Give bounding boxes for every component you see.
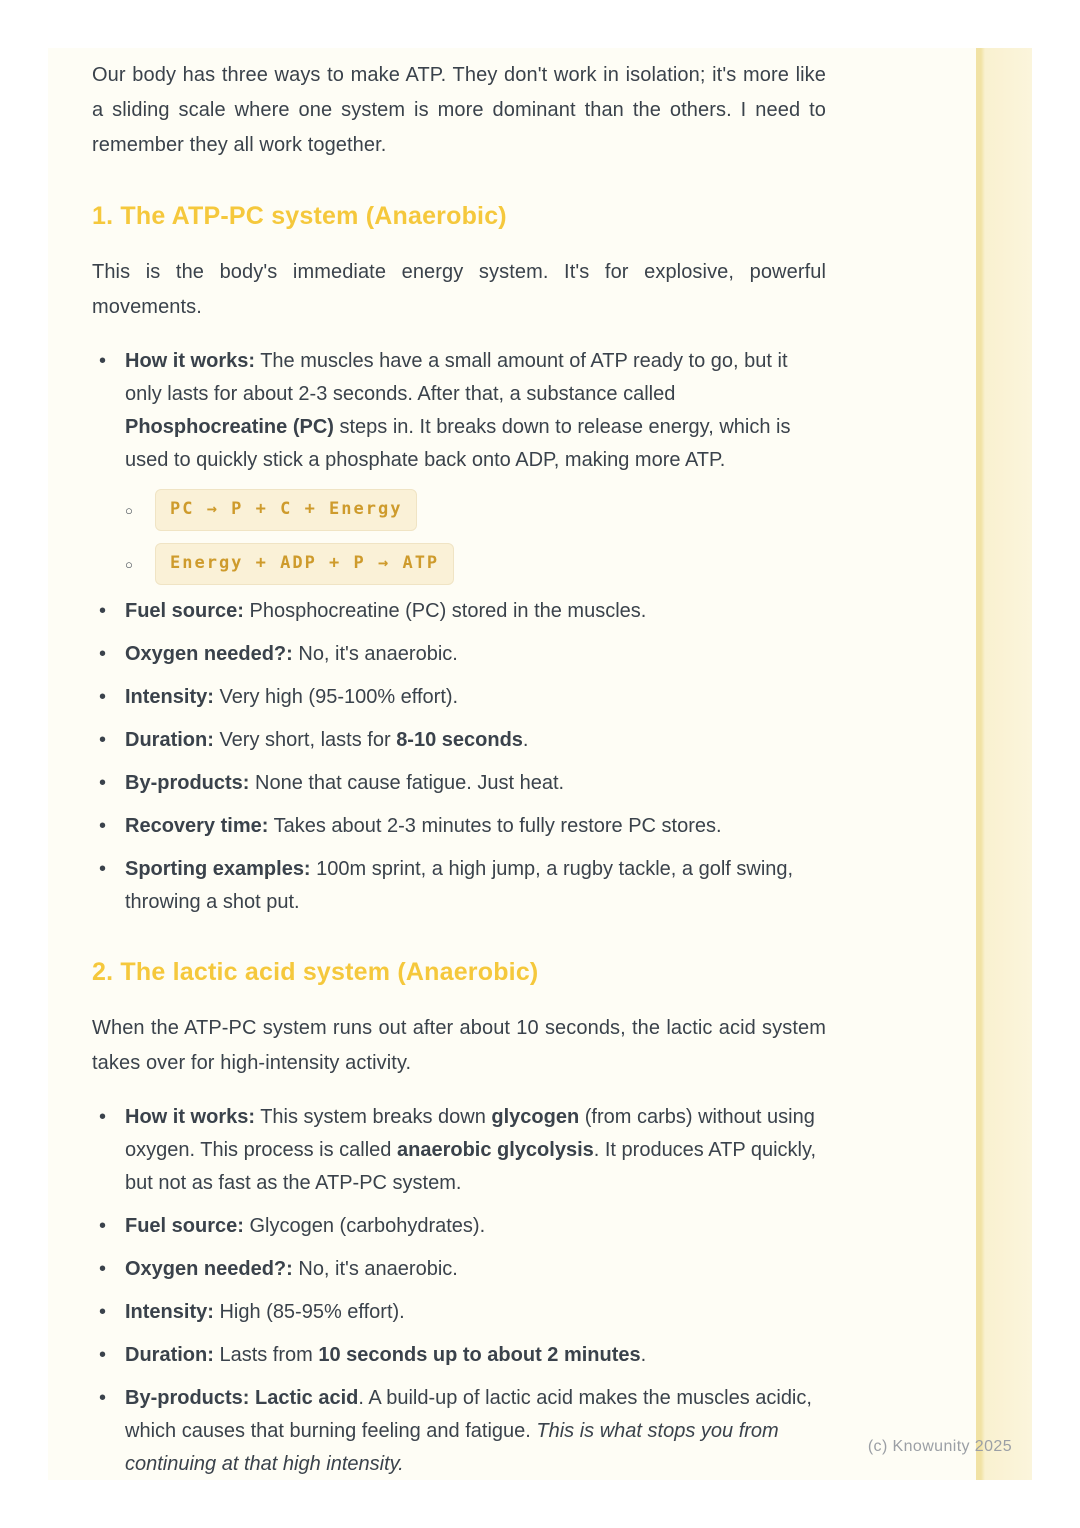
text: High (85-95% effort). [213, 1301, 405, 1323]
document-content [48, 48, 826, 1481]
section-1-lead-paragraph: This is the body's immediate energy system. It's for explosive, powerful movements. [92, 261, 826, 318]
equation-code-box: ○ Energy + ADP + P → ATP [155, 543, 454, 585]
text: Phosphocreatine (PC) stored in the muscles. [243, 600, 647, 622]
list-item [125, 1382, 826, 1481]
bold-text: Oxygen needed?: [125, 1258, 293, 1280]
text: . [640, 1344, 647, 1366]
section-1-bullet-list [92, 345, 826, 919]
text: . [522, 729, 529, 751]
bold-text: Phosphocreatine (PC) [125, 416, 334, 438]
equation-code-box: ○ PC → P + C + Energy [155, 489, 417, 531]
list-item [125, 724, 826, 757]
list-item [125, 595, 826, 628]
list-item [125, 681, 826, 714]
text: steps in. It breaks down to release energy, which is used to quickly stick a phosphate back onto ADP, making more ATP. [125, 416, 791, 471]
bold-text: By-products: [125, 772, 250, 794]
text: (from carbs) without using oxygen. This process is called [125, 1106, 815, 1161]
list-item [125, 767, 826, 800]
bold-text: anaerobic glycolysis [396, 1139, 594, 1161]
list-item [125, 1101, 826, 1200]
bold-text: By-products: Lactic acid [125, 1387, 359, 1409]
intro-paragraph: Our body has three ways to make ATP. They don't work in isolation; it's more like a sliding scale where one system is more dominant than the others. I need to remember they all work together. [92, 64, 826, 156]
bold-text: How it works: [125, 350, 256, 372]
bold-text: How it works: [125, 1106, 256, 1128]
text: No, it's anaerobic. [292, 643, 458, 665]
bold-text: 8-10 seconds [396, 729, 523, 751]
italic-text: This is what stops you from continuing at that high intensity. [125, 1420, 779, 1475]
list-item [125, 638, 826, 671]
text: Very high (95-100% effort). [213, 686, 459, 708]
text: No, it's anaerobic. [292, 1258, 458, 1280]
text: Takes about 2-3 minutes to fully restore PC stores. [268, 815, 722, 837]
text: The muscles have a small amount of ATP ready to go, but it only lasts for about 2-3 seconds. After that, a substance called [125, 350, 788, 405]
bold-text: Intensity: [125, 686, 214, 708]
list-item [125, 345, 826, 585]
text: Very short, lasts for [213, 729, 397, 751]
list-item [125, 810, 826, 843]
bold-text: glycogen [491, 1106, 580, 1128]
text: Glycogen (carbohydrates). [243, 1215, 486, 1237]
equation-row [125, 543, 826, 585]
section-2-lead-paragraph: When the ATP-PC system runs out after about 10 seconds, the lactic acid system takes over for high-intensity activity. [92, 1017, 826, 1074]
copyright-watermark: (c) Knowunity 2025 [867, 1438, 1012, 1455]
section-2-heading: 2. The lactic acid system (Anaerobic) [92, 958, 539, 986]
list-item [125, 1253, 826, 1286]
list-item [125, 1296, 826, 1329]
bold-text: Fuel source: [125, 600, 244, 622]
right-accent-strip [976, 48, 1032, 1480]
bold-text: Intensity: [125, 1301, 214, 1323]
text: 100m sprint, a high jump, a rugby tackle, a golf swing, throwing a shot put. [125, 858, 794, 913]
equation-sublist [125, 489, 826, 585]
document-card [48, 48, 1032, 1480]
bold-text: Oxygen needed?: [125, 643, 293, 665]
list-item [125, 1339, 826, 1372]
section-2-bullet-list [92, 1101, 826, 1481]
bold-text: Sporting examples: [125, 858, 311, 880]
bold-text: Duration: [125, 1344, 214, 1366]
text: This system breaks down [255, 1106, 492, 1128]
text: . It produces ATP quickly, but not as fast as the ATP-PC system. [125, 1139, 817, 1194]
bold-text: 10 seconds up to about 2 minutes [318, 1344, 641, 1366]
section-1-heading: 1. The ATP-PC system (Anaerobic) [92, 202, 507, 230]
list-item [125, 1210, 826, 1243]
text: . A build-up of lactic acid makes the muscles acidic, which causes that burning feeling and fatigue. [125, 1387, 812, 1442]
text: Lasts from [213, 1344, 319, 1366]
bold-text: Recovery time: [125, 815, 269, 837]
bold-text: Fuel source: [125, 1215, 244, 1237]
equation-row [125, 489, 826, 531]
text: None that cause fatigue. Just heat. [249, 772, 565, 794]
bold-text: Duration: [125, 729, 214, 751]
list-item [125, 853, 826, 919]
